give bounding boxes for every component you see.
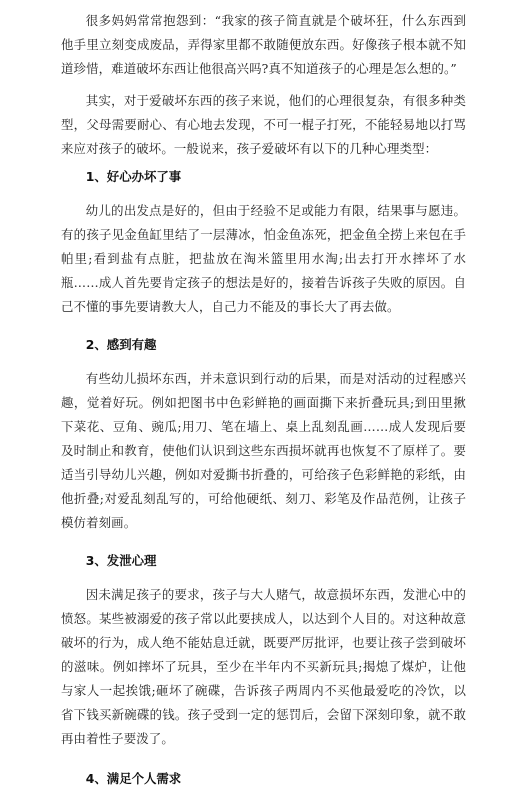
section-heading-3: 3、发泄心理 bbox=[85, 553, 157, 568]
section-3-paragraph: 因未满足孩子的要求，孩子与大人赌气，故意损坏东西，发泄心中的愤怒。某些被溺爱的孩子常以此要挟成人，以达到个人目的。对这种故意破坏的行为，成人绝不能姑息迁就，既要严厉批评，也要让孩子尝到破坏的滋味。例如摔坏了玩具，至少在半年内不买新玩具;揭熄了煤炉，让他与家人一起挨饿;砸坏了碗碟，告诉孩子两周内不买他最爱吃的冷饮，以省下钱买新碗碟的钱。孩子受到一定的惩罚后，会留下深刻印象，就不敢再由着性子要泼了。 bbox=[61, 587, 466, 746]
section-1-paragraph: 幼儿的出发点是好的，但由于经验不足或能力有限，结果事与愿违。有的孩子见金鱼缸里结了一层薄冰，怕金鱼冻死，把金鱼全捞上来包在手帕里;看到盐有点脏，把盐放在淘米篮里用水淘;出去打开水摔坏了水瓶……成人首先要肯定孩子的想法是好的，接着告诉孩子失败的原因。自己不懂的事先要请教大人，自己力不能及的事长大了再去做。 bbox=[61, 203, 466, 314]
section-heading-2: 2、感到有趣 bbox=[85, 337, 157, 352]
section-heading-1: 1、好心办坏了事 bbox=[85, 169, 182, 184]
intro-paragraph-1: 很多妈妈常常抱怨到：“我家的孩子简直就是个破坏狂，什么东西到他手里立刻变成废品，弄得家里都不敢随便放东西。好像孩子根本就不知道珍惜，难道破坏东西让他很高兴吗?真不知道孩子的心理是怎么想的。” bbox=[61, 13, 466, 76]
section-heading-4: 4、满足个人需求 bbox=[85, 771, 182, 786]
section-2-paragraph: 有些幼儿损坏东西，并未意识到行动的后果，而是对活动的过程感兴趣，觉着好玩。例如把图书中色彩鲜艳的画面撕下来折叠玩具;到田里揪下菜花、豆角、豌瓜;用刀、笔在墙上、桌上乱刻乱画……成人发现后要及时制止和教育，使他们认识到这些东西损坏就再也恢复不了原样了。要适当引导幼儿兴趣，例如对爱撕书折叠的，可给孩子色彩鲜艳的彩纸，由他折叠;对爱乱刻乱写的，可给他硬纸、刻刀、彩笔及作品范例，让孩子模仿着刻画。 bbox=[61, 371, 466, 530]
intro-paragraph-2: 其实，对于爱破坏东西的孩子来说，他们的心理很复杂，有很多种类型，父母需要耐心、有心地去发现，不可一棍子打死，不能轻易地以打骂来应对孩子的破坏。一般说来，孩子爱破坏有以下的几种心理类型： bbox=[61, 93, 466, 156]
